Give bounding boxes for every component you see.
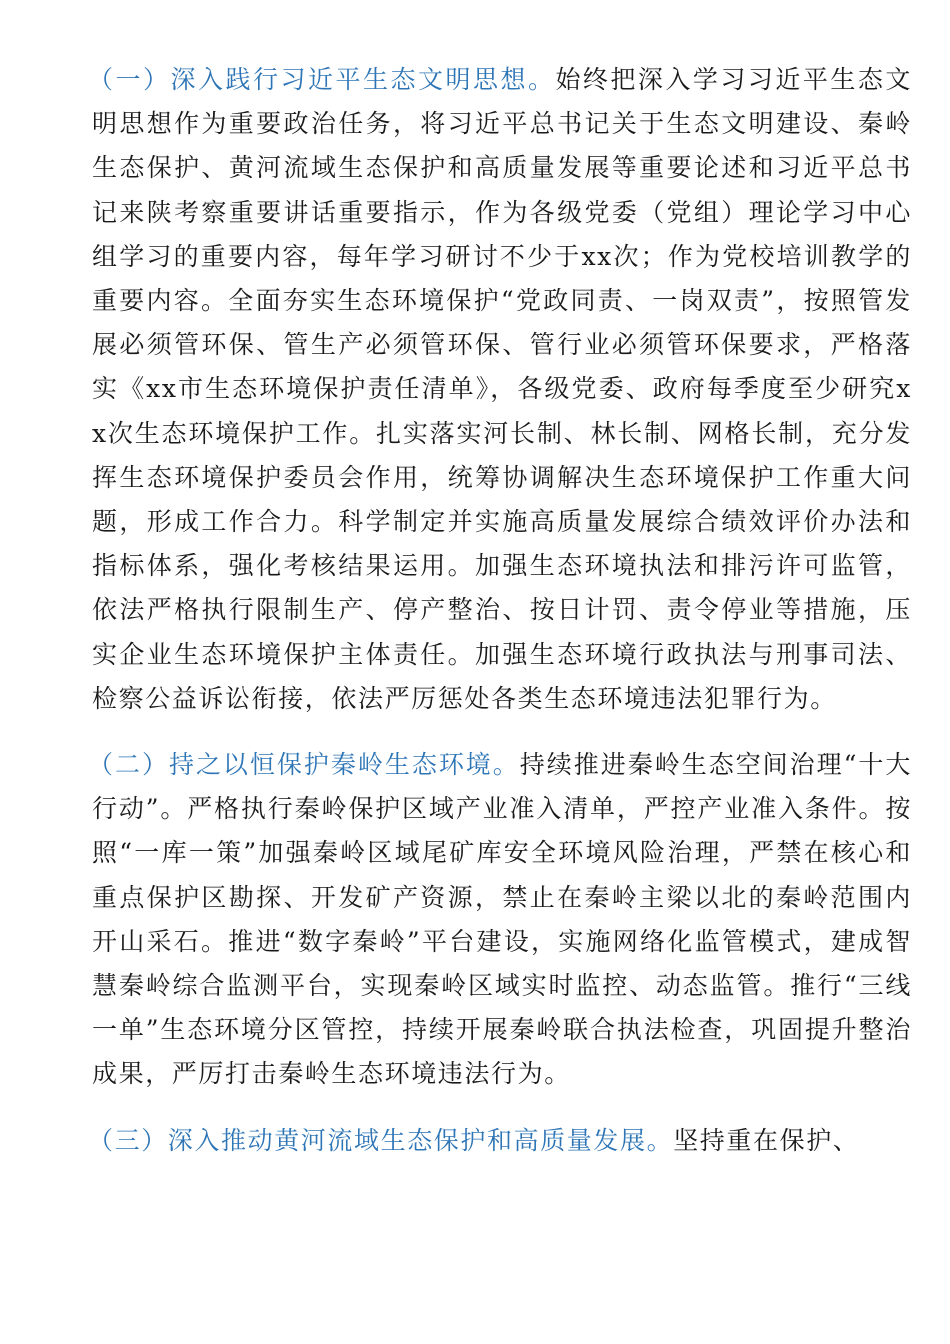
section-2-heading: （二）持之以恒保护秦岭生态环境。 [88, 750, 520, 780]
section-3-body: 坚持重在保护、 [673, 1125, 860, 1155]
section-1-heading: （一）深入践行习近平生态文明思想。 [88, 65, 556, 94]
section-2 [88, 743, 912, 1097]
section-3 [88, 1119, 912, 1163]
section-1-body: 始终把深入学习习近平生态文明思想作为重要政治任务，将习近平总书记关于生态文明建设、秦岭生态保护、黄河流域生态保护和高质量发展等重要论述和习近平总书记来陕考察重要讲话重要指示，作为各级党委（党组）理论学习中心组学习的重要内容，每年学习研讨不少于xx次；作为党校培训教学的重要内容。全面夯实生态环境保护“党政同责、一岗双责”，按照管发展必须管环保、管生产必须管环保、管行业必须管环保要求，严格落实《xx市生态环境保护责任清单》，各级党委、政府每季度至少研究xx次生态环境保护工作。扎实落实河长制、林长制、网格长制，充分发挥生态环境保护委员会作用，统筹协调解决生态环境保护工作重大问题，形成工作合力。科学制定并实施高质量发展综合绩效评价办法和指标体系，强化考核结果运用。加强生态环境执法和排污许可监管，依法严格执行限制生产、停产整治、按日计罚、责令停业等措施，压实企业生态环境保护主体责任。加强生态环境行政执法与刑事司法、检察公益诉讼衔接，依法严厉惩处各类生态环境违法犯罪行为。 [92, 65, 912, 713]
section-2-body: 持续推进秦岭生态空间治理“十大行动”。严格执行秦岭保护区域产业准入清单，严控产业准入条件。按照“一库一策”加强秦岭区域尾矿库安全环境风险治理，严禁在核心和重点保护区勘探、开发矿产资源，禁止在秦岭主梁以北的秦岭范围内开山采石。推进“数字秦岭”平台建设，实施网络化监管模式，建成智慧秦岭综合监测平台，实现秦岭区域实时监控、动态监管。推行“三线一单”生态环境分区管控，持续开展秦岭联合执法检查，巩固提升整治成果，严厉打击秦岭生态环境违法行为。 [92, 750, 912, 1089]
section-1 [88, 58, 912, 721]
section-3-heading: （三）深入推动黄河流域生态保护和高质量发展。 [88, 1125, 674, 1155]
